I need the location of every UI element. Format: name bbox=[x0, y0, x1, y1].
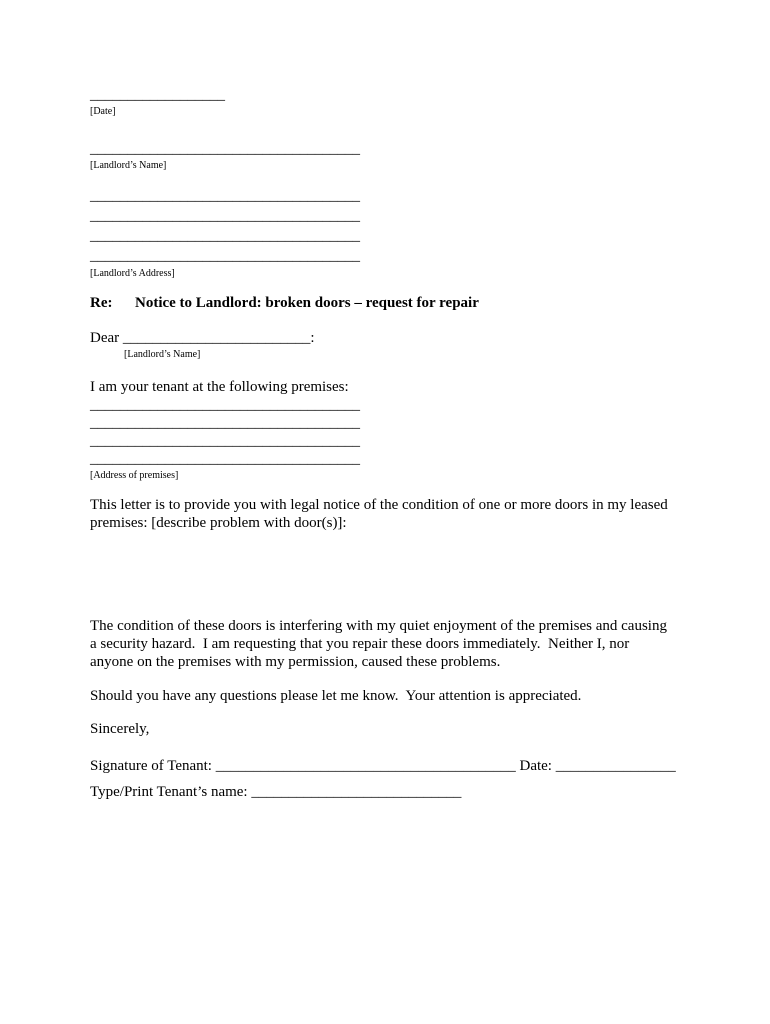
salutation-suffix: : bbox=[310, 330, 315, 346]
salutation-blank-line: _________________________ bbox=[122, 330, 311, 346]
subject-line bbox=[90, 294, 675, 312]
landlord-address-blank-line: ____________________________________ bbox=[90, 248, 360, 264]
premises-blank-line: ____________________________________ bbox=[90, 451, 360, 467]
premises-placeholder-label: [Address of premises] bbox=[90, 470, 179, 481]
typeprint-label: Type/Print Tenant’s name: bbox=[90, 784, 252, 800]
salutation-placeholder-label: [Landlord’s Name] bbox=[124, 349, 201, 360]
signature-label: Signature of Tenant: bbox=[90, 758, 216, 774]
notice-paragraph: This letter is to provide you with legal notice of the condition of one or more doors in my leased premises: [describe problem with door(s)]: bbox=[90, 497, 672, 531]
premises-blank-line: ____________________________________ bbox=[90, 397, 360, 413]
re-prefix: Re: bbox=[90, 295, 113, 311]
typeprint-row bbox=[90, 783, 675, 801]
closing-text: Sincerely, bbox=[90, 721, 150, 737]
signature-date-label: Date: bbox=[515, 758, 556, 774]
signature-row bbox=[90, 757, 675, 775]
date-blank-line: __________________ bbox=[90, 87, 225, 103]
salutation-line bbox=[90, 329, 675, 347]
landlord-name-blank-line: ____________________________________ bbox=[90, 141, 360, 157]
landlord-name-placeholder-label: [Landlord’s Name] bbox=[90, 160, 167, 171]
premises-blank-line: ____________________________________ bbox=[90, 433, 360, 449]
landlord-address-blank-line: ____________________________________ bbox=[90, 228, 360, 244]
premises-blank-line: ____________________________________ bbox=[90, 415, 360, 431]
salutation-prefix: Dear bbox=[90, 330, 123, 346]
landlord-address-blank-group bbox=[90, 186, 675, 266]
condition-paragraph: The condition of these doors is interfering with my quiet enjoyment of the premises and causing a security hazard. I am requesting that you repair these doors immediately. Neither I, nor anyone on the premises with my permission, caused these problems. bbox=[90, 618, 671, 670]
premises-intro-text: I am your tenant at the following premises: bbox=[90, 379, 349, 395]
landlord-address-blank-line: ____________________________________ bbox=[90, 188, 360, 204]
subject-text: Notice to Landlord: broken doors – request for repair bbox=[135, 295, 479, 311]
premises-address-blank-group bbox=[90, 396, 675, 468]
signature-blank-line: ________________________________________ bbox=[215, 758, 516, 774]
landlord-address-placeholder-label: [Landlord’s Address] bbox=[90, 268, 175, 279]
typeprint-blank-line: ____________________________ bbox=[251, 784, 462, 800]
landlord-address-blank-line: ____________________________________ bbox=[90, 208, 360, 224]
date-placeholder-label: [Date] bbox=[90, 106, 116, 117]
signature-date-blank-line: ________________ bbox=[555, 758, 676, 774]
questions-paragraph: Should you have any questions please let me know. Your attention is appreciated. bbox=[90, 688, 582, 704]
